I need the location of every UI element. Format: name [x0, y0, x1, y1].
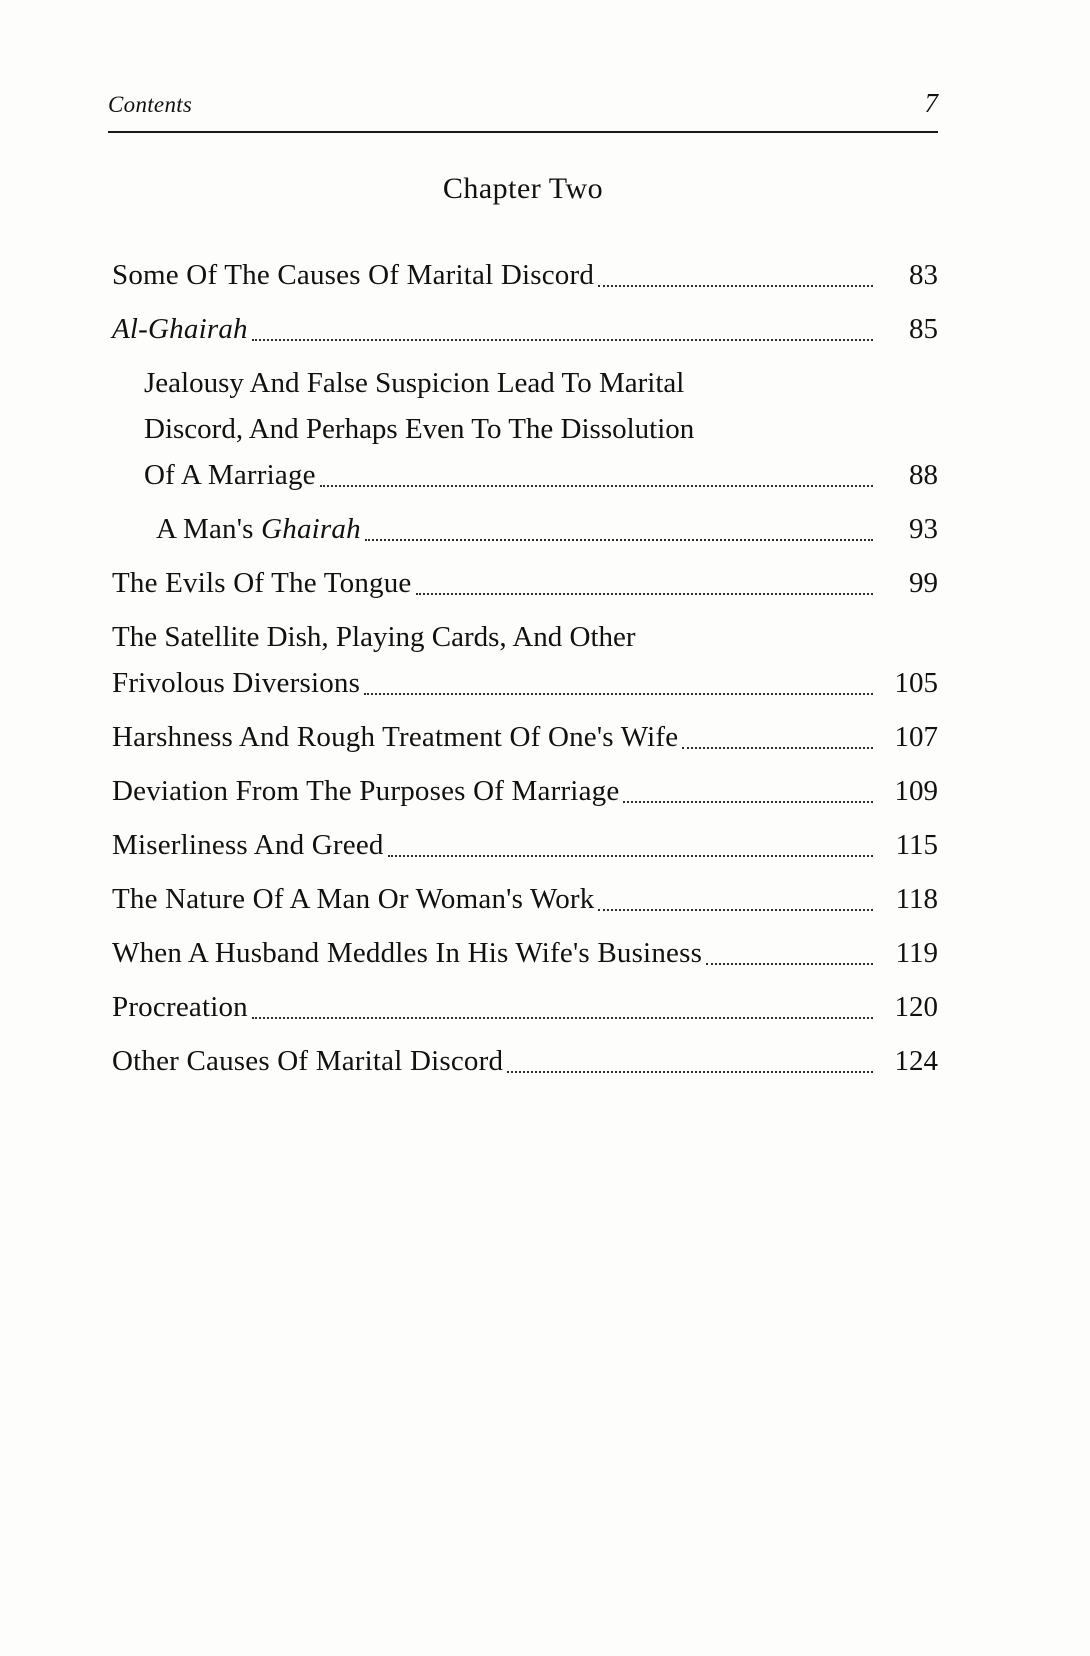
toc-entry-page: 83 [909, 259, 938, 291]
toc-entry[interactable] [112, 360, 938, 498]
toc-entry[interactable] [112, 930, 938, 976]
toc-entry-title: Deviation From The Purposes Of Marriage [112, 775, 620, 807]
toc-entry[interactable] [112, 252, 938, 298]
toc-entry-page: 115 [895, 829, 938, 861]
toc-entry-title: Frivolous Diversions [112, 667, 361, 699]
page-number: 7 [924, 88, 938, 118]
table-of-contents [112, 252, 938, 1092]
header-section-label: Contents [108, 92, 193, 117]
toc-entry-title-term: Ghairah [261, 513, 361, 545]
toc-entry-page: 109 [894, 775, 938, 807]
toc-entry-title-main: A Man's [156, 513, 262, 545]
toc-entry-title: Some Of The Causes Of Marital Discord [112, 259, 595, 291]
toc-entry[interactable] [112, 560, 938, 606]
toc-entry[interactable] [112, 506, 938, 552]
dot-leader [706, 962, 873, 965]
toc-entry-page: 118 [895, 883, 938, 915]
dot-leader [416, 592, 874, 595]
dot-leader [598, 908, 873, 911]
toc-entry-title [156, 506, 361, 552]
page-header [108, 88, 938, 119]
toc-entry-line: Discord, And Perhaps Even To The Dissolution [144, 413, 695, 445]
toc-entry-page: 124 [894, 1045, 938, 1077]
dot-leader [598, 284, 873, 287]
dot-leader [682, 746, 873, 749]
toc-entry[interactable] [112, 876, 938, 922]
dot-leader [320, 484, 873, 487]
toc-entry[interactable] [112, 822, 938, 868]
toc-entry-page: 93 [909, 513, 938, 545]
toc-entry[interactable] [112, 714, 938, 760]
toc-entry[interactable] [112, 1038, 938, 1084]
toc-entry-page: 105 [894, 667, 938, 699]
toc-entry-title: Al-Ghairah [112, 313, 248, 345]
toc-entry-title: Other Causes Of Marital Discord [112, 1045, 504, 1077]
toc-entry[interactable] [112, 306, 938, 352]
toc-entry-page: 85 [909, 313, 938, 345]
toc-entry[interactable] [112, 614, 938, 706]
toc-entry[interactable] [112, 984, 938, 1030]
toc-entry-title: Miserliness And Greed [112, 829, 384, 861]
toc-entry-page: 99 [909, 567, 938, 599]
dot-leader [252, 1016, 873, 1019]
dot-leader [623, 800, 873, 803]
toc-entry-line: The Satellite Dish, Playing Cards, And Other [112, 621, 636, 653]
toc-entry-title: The Nature Of A Man Or Woman's Work [112, 883, 595, 915]
chapter-title: Chapter Two [442, 172, 604, 205]
toc-entry-title: Of A Marriage [144, 459, 316, 491]
dot-leader [365, 538, 873, 541]
toc-entry-page: 119 [895, 937, 938, 969]
toc-entry-last-line [144, 452, 938, 498]
toc-entry[interactable] [112, 768, 938, 814]
dot-leader [507, 1070, 873, 1073]
toc-entry-page: 88 [909, 459, 938, 491]
dot-leader [388, 854, 873, 857]
toc-entry-title: Procreation [112, 991, 248, 1023]
toc-entry-title: The Evils Of The Tongue [112, 567, 412, 599]
toc-entry-line: Jealousy And False Suspicion Lead To Marital [144, 367, 685, 399]
header-divider [108, 131, 938, 133]
toc-entry-last-line [112, 660, 938, 706]
toc-entry-page: 107 [894, 721, 938, 753]
toc-entry-title: Harshness And Rough Treatment Of One's Wife [112, 721, 679, 753]
toc-entry-page: 120 [894, 991, 938, 1023]
dot-leader [364, 692, 873, 695]
dot-leader [252, 338, 873, 341]
toc-entry-title: When A Husband Meddles In His Wife's Business [112, 937, 703, 969]
